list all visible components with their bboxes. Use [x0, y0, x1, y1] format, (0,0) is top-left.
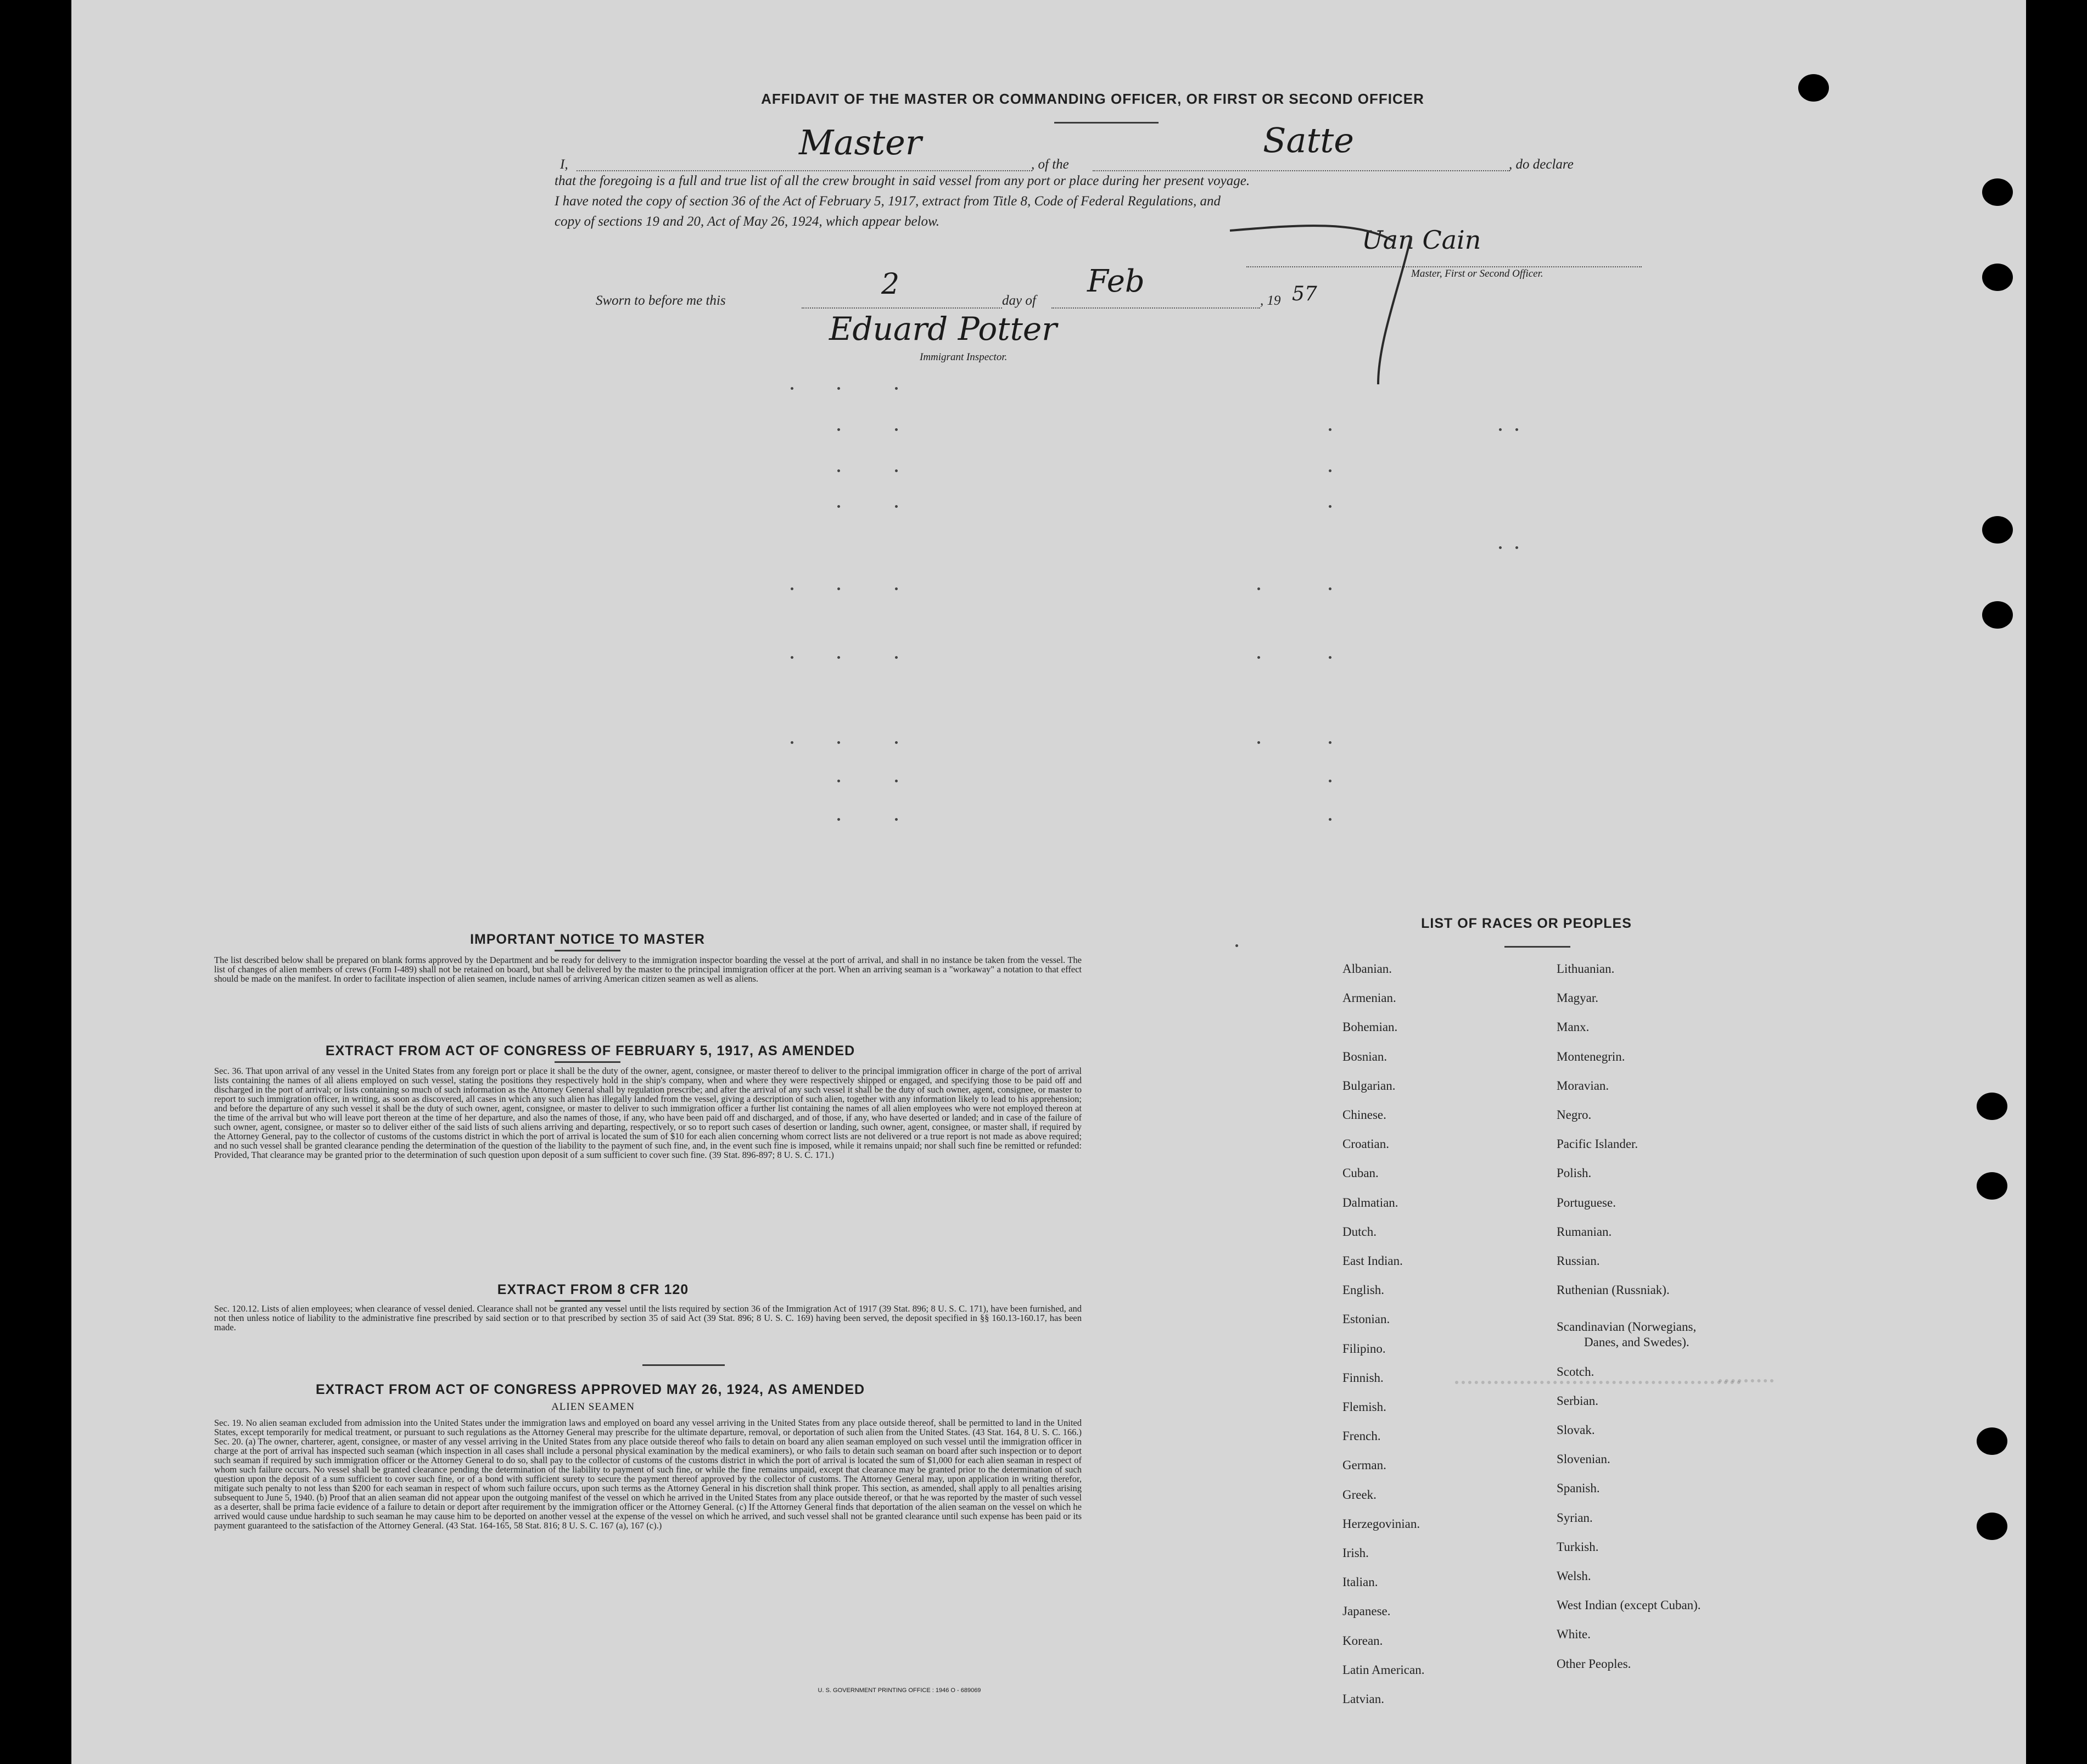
- punch-hole: [1977, 1093, 2007, 1120]
- extract-1917-text: Sec. 36. That upon arrival of any vessel in the United States from any foreign port or place it shall be the duty of the owner, agent, consignee, or master thereof to deliver to the principal immigration officer in charge of the port of arrival lists containing the names of all aliens employed on such vessel, stating the positions they respectively hold in the ship's company, when and where they were respectively shipped or engaged, and specifying those to be paid off and discharged in the port of arrival; or lists containing so much of such information as the Attorney General shall by regulation prescribe; and after the arrival of any such vessel it shall be the duty of such owner, agent, consignee, or master to report to such immigration officer, in writing, as soon as discovered, all cases in which any such alien has illegally landed from the vessel, giving a description of such alien, together with any information likely to lead to his apprehension; and before the departure of any such vessel it shall be the duty of such owner, agent, consignee, or master to deliver to such immigration officer a further list containing the names of all alien employees who were not employed thereon at the time of the arrival but who will leave port thereon at the time of her departure, and also the names of those, if any, who have been paid off and discharged, and of those, if any, who have deserted or landed; and in case of the failure of such owner, agent, consignee, or master so to deliver either of the said lists of such aliens arriving and departing, respectively, or so to report such cases of desertion or landing, such owner, agent, consignee, or master shall, if required by the Attorney General, pay to the collector of customs of the customs district in which the port of arrival is located the sum of $10 for each alien concerning whom correct lists are not delivered or a true report is not made as above required; and no such vessel shall be granted clearance pending the determination of the question of the liability to the payment of such fine, and, in the event such fine is imposed, while it remains unpaid; nor shall such fine be remitted or refunded: Provided, That clearance may be granted prior to the determination of such question upon deposit of a sum sufficient to cover such fine. (39 Stat. 896-897; 8 U. S. C. 171.): [214, 1066, 1082, 1160]
- race-item: Rumanian.: [1557, 1224, 1612, 1239]
- notice-text: The list described below shall be prepared on blank forms approved by the Department and be ready for delivery to the immigration inspector boarding the vessel at the port of arrival, and shall in no instance be taken from the vessel. The list of changes of alien members of crews (Form I-489) shall not be retained on board, but shall be delivered by the master to the principal immigration officer at the port. When an arriving seaman is a "workaway" a notation to that effect should be made on the manifest. In order to facilitate inspection of alien seamen, include names of arriving American citizen seamen as well as aliens.: [214, 955, 1082, 984]
- inspector-signature: Eduard Potter: [829, 310, 1057, 348]
- punch-hole: [1982, 264, 2013, 291]
- document-page: [71, 0, 2026, 1764]
- punch-hole: [1977, 1172, 2007, 1200]
- form-dot: [895, 469, 898, 472]
- form-dot: [1329, 469, 1331, 472]
- race-item: Scotch.: [1557, 1364, 1594, 1379]
- affidavit-line-2: that the foregoing is a full and true list of all the crew brought in said vessel from any port or place during her present voyage.: [555, 173, 1250, 188]
- form-dot: [1329, 818, 1331, 821]
- race-item: Finnish.: [1342, 1370, 1384, 1385]
- race-item: Syrian.: [1557, 1510, 1593, 1525]
- race-item: Dutch.: [1342, 1224, 1377, 1239]
- race-item: Russian.: [1557, 1254, 1600, 1268]
- form-dot: [791, 587, 793, 590]
- form-dot: [895, 818, 898, 821]
- races-rule: [1504, 946, 1570, 948]
- form-dot: [1329, 741, 1331, 744]
- race-item: Bosnian.: [1342, 1049, 1387, 1063]
- form-dot: [837, 587, 840, 590]
- form-dot: [1235, 944, 1238, 947]
- handwritten-role: Master: [799, 122, 922, 163]
- affidavit-title: AFFIDAVIT OF THE MASTER OR COMMANDING OFFICER, OR FIRST OR SECOND OFFICER: [761, 91, 1424, 107]
- officer-caption: Master, First or Second Officer.: [1411, 268, 1543, 279]
- form-dot: [1515, 546, 1518, 549]
- race-item: Cuban.: [1342, 1166, 1379, 1180]
- form-dot: [837, 741, 840, 744]
- day-fill-line: [802, 307, 1002, 309]
- race-item: Scandinavian (Norwegians,: [1557, 1320, 1697, 1334]
- affidavit-line-3: I have noted the copy of section 36 of the Act of February 5, 1917, extract from Title 8, Code of Federal Regulations, and: [555, 194, 1221, 209]
- race-item: Turkish.: [1557, 1539, 1599, 1554]
- extract-1924-subtitle: ALIEN SEAMEN: [551, 1401, 635, 1413]
- race-item: Ruthenian (Russniak).: [1557, 1283, 1670, 1297]
- year-prefix: , 19: [1260, 293, 1281, 308]
- race-item: Portuguese.: [1557, 1195, 1616, 1209]
- races-right-column: [1557, 962, 1842, 1709]
- race-item: Flemish.: [1342, 1400, 1386, 1414]
- form-dot: [895, 428, 898, 431]
- race-item: French.: [1342, 1429, 1381, 1443]
- handwritten-year: 57: [1292, 283, 1317, 305]
- i-label: I,: [560, 157, 568, 172]
- race-item: Other Peoples.: [1557, 1656, 1631, 1671]
- form-dot: [1329, 780, 1331, 782]
- race-item: Negro.: [1557, 1108, 1592, 1122]
- extract-cfr-text: Sec. 120.12. Lists of alien employees; when clearance of vessel denied. Clearance shall not be granted any vessel until the lists required by section 36 of the Immigration Act of 1917 (39 Stat. 896; 8 U. S. C. 171), have been furnished, and not then unless notice of liability to the administrative fine prescribed by said section or to that prescribed by section 35 of said Act (39 Stat. 896; 8 U. S. C. 169) having been served, the deposit specified in §§ 160.13-160.17, has been made.: [214, 1303, 1082, 1332]
- handwritten-month: Feb: [1087, 264, 1145, 299]
- form-dot: [895, 587, 898, 590]
- form-dot: [837, 818, 840, 821]
- title-rule: [1054, 122, 1159, 124]
- races-title: LIST OF RACES OR PEOPLES: [1421, 916, 1632, 931]
- race-item: Slovenian.: [1557, 1452, 1610, 1466]
- race-item: Irish.: [1342, 1546, 1369, 1560]
- extract-cfr-title: EXTRACT FROM 8 CFR 120: [497, 1282, 689, 1297]
- form-dot: [1329, 428, 1331, 431]
- day-of-label: day of: [1002, 293, 1036, 308]
- race-item: German.: [1342, 1458, 1386, 1472]
- notice-rule: [555, 950, 620, 951]
- form-dot: [837, 428, 840, 431]
- race-item: Armenian.: [1342, 991, 1396, 1005]
- form-dot: [895, 656, 898, 659]
- race-item: Latin American.: [1342, 1662, 1425, 1677]
- of-the-label: , of the: [1031, 157, 1069, 172]
- extract-1917-rule: [555, 1061, 620, 1063]
- form-dot: [791, 387, 793, 390]
- handwritten-vessel: Satte: [1263, 120, 1354, 160]
- form-dot: [1257, 587, 1260, 590]
- form-dot: [837, 505, 840, 508]
- race-item: Pacific Islander.: [1557, 1137, 1638, 1151]
- race-item: Danes, and Swedes).: [1584, 1335, 1689, 1349]
- races-left-column: [1342, 962, 1529, 1709]
- month-fill-line: [1051, 307, 1260, 309]
- race-item: Moravian.: [1557, 1078, 1609, 1093]
- form-dot: [895, 741, 898, 744]
- extract-1924-title: EXTRACT FROM ACT OF CONGRESS APPROVED MAY 26, 1924, AS AMENDED: [315, 1382, 865, 1397]
- punch-hole: [1982, 178, 2013, 206]
- race-item: Serbian.: [1557, 1393, 1599, 1408]
- extract-1917-title: EXTRACT FROM ACT OF CONGRESS OF FEBRUARY 5, 1917, AS AMENDED: [325, 1043, 855, 1059]
- race-item: Manx.: [1557, 1020, 1590, 1034]
- race-item: Welsh.: [1557, 1569, 1591, 1583]
- race-item: Japanese.: [1342, 1604, 1391, 1619]
- punch-hole: [1982, 601, 2013, 629]
- race-item: Montenegrin.: [1557, 1049, 1625, 1063]
- race-item: Lithuanian.: [1557, 962, 1615, 976]
- form-dot: [895, 387, 898, 390]
- race-item: Slovak.: [1557, 1423, 1595, 1437]
- punch-hole: [1977, 1513, 2007, 1540]
- race-item: Greek.: [1342, 1487, 1377, 1502]
- form-dot: [1257, 741, 1260, 744]
- form-dot: [791, 741, 793, 744]
- form-dot: [791, 656, 793, 659]
- form-dot: [895, 780, 898, 782]
- printer-imprint: U. S. GOVERNMENT PRINTING OFFICE : 1946 O - 689069: [818, 1687, 981, 1694]
- punch-hole: [1982, 516, 2013, 544]
- form-dot: [1499, 428, 1502, 431]
- form-dot: [837, 387, 840, 390]
- extract-1924-text: Sec. 19. No alien seaman excluded from admission into the United States under the immigration laws and employed on board any vessel arriving in the United States from any place outside thereof, shall be permitted to land in the United States, except temporarily for medical treatment, or pursuant to such regulations as the Attorney General may prescribe for the ultimate departure, removal, or deportation of such alien from the United States. (43 Stat. 164, 8 U. S. C. 166.) Sec. 20. (a) The owner, charterer, agent, consignee, or master of any vessel arriving in the United States from any place outside thereof who fails to detain on board any alien seaman employed on such vessel until the immigration officer in charge at the port of arrival has inspected such seaman (which inspection in all cases shall include a personal physical examination by the medical examiners), or who fails to detain such seaman on board after such inspection or to deport such seaman if required by such immigration officer or the Attorney General to do so, shall pay to the collector of customs of the customs district in which the port of arrival is located the sum of $1,000 for each alien seaman in respect of whom such failure occurs. No vessel shall be granted clearance pending the determination of the liability to payment of such fine, or while the fine remains unpaid, except that clearance may be granted prior to the determination of such question upon the deposit of a sum sufficient to cover such fine, or of a bond with sufficient surety to secure the payment thereof approved by the collector of customs. The Attorney General may, upon application in writing therefor, mitigate such penalty to not less than $200 for each seaman in respect of whom such failure occurs, upon such terms as the Attorney General in his discretion shall think proper. This section, as amended, shall apply to all penalties arising subsequent to June 5, 1940. (b) Proof that an alien seaman did not appear upon the outgoing manifest of the vessel on which he arrived in the United States from any place outside thereof, or that he was reported by the master of such vessel as a deserter, shall be prima facie evidence of a failure to detain or deport after requirement by the immigration officer or the Attorney General. (c) If the Attorney General finds that deportation of the alien seaman on the vessel on which he arrived would cause undue hardship to such seaman he may cause him to be deported on another vessel at the expense of the vessel on which he arrived, and such vessel shall not be granted clearance until such expense has been paid or its payment guaranteed to the satisfaction of the Attorney General. (43 Stat. 164-165, 58 Stat. 816; 8 U. S. C. 167 (a), 167 (c).): [214, 1418, 1082, 1531]
- punch-hole: [1977, 1427, 2007, 1455]
- affidavit-line-4: copy of sections 19 and 20, Act of May 26, 1924, which appear below.: [555, 214, 940, 229]
- form-dot: [1329, 505, 1331, 508]
- inspector-caption: Immigrant Inspector.: [920, 351, 1008, 363]
- notice-title: IMPORTANT NOTICE TO MASTER: [470, 932, 705, 947]
- bleed-through-mark: [1455, 1364, 1741, 1384]
- race-item: Croatian.: [1342, 1137, 1389, 1151]
- race-item: West Indian (except Cuban).: [1557, 1598, 1701, 1612]
- race-item: English.: [1342, 1283, 1385, 1297]
- race-item: Latvian.: [1342, 1692, 1384, 1706]
- race-item: Polish.: [1557, 1166, 1592, 1180]
- punch-hole: [1798, 74, 1829, 102]
- extract-1924-top-rule: [642, 1364, 725, 1366]
- form-dot: [1329, 656, 1331, 659]
- form-dot: [837, 469, 840, 472]
- sworn-label: Sworn to before me this: [596, 293, 726, 308]
- form-dot: [895, 505, 898, 508]
- form-dot: [837, 780, 840, 782]
- form-dot: [837, 656, 840, 659]
- race-item: Spanish.: [1557, 1481, 1600, 1496]
- race-item: White.: [1557, 1627, 1591, 1642]
- race-item: East Indian.: [1342, 1254, 1403, 1268]
- race-item: Filipino.: [1342, 1341, 1386, 1356]
- race-item: Italian.: [1342, 1575, 1378, 1589]
- race-item: Bohemian.: [1342, 1020, 1398, 1034]
- extract-cfr-rule: [555, 1300, 620, 1302]
- officer-signature: Uan Cain: [1362, 225, 1481, 255]
- bleed-through-mark: [1719, 1367, 1773, 1382]
- form-dot: [1499, 546, 1502, 549]
- race-item: Herzegovinian.: [1342, 1516, 1420, 1531]
- race-item: Magyar.: [1557, 991, 1599, 1005]
- race-item: Estonian.: [1342, 1312, 1390, 1326]
- race-item: Chinese.: [1342, 1108, 1386, 1122]
- do-declare-label: , do declare: [1509, 157, 1574, 172]
- race-item: Korean.: [1342, 1633, 1383, 1648]
- form-dot: [1515, 428, 1518, 431]
- handwritten-day: 2: [881, 268, 900, 301]
- form-dot: [1329, 587, 1331, 590]
- form-dot: [1257, 656, 1260, 659]
- race-item: Bulgarian.: [1342, 1078, 1396, 1093]
- race-item: Albanian.: [1342, 962, 1392, 976]
- race-item: Dalmatian.: [1342, 1195, 1398, 1209]
